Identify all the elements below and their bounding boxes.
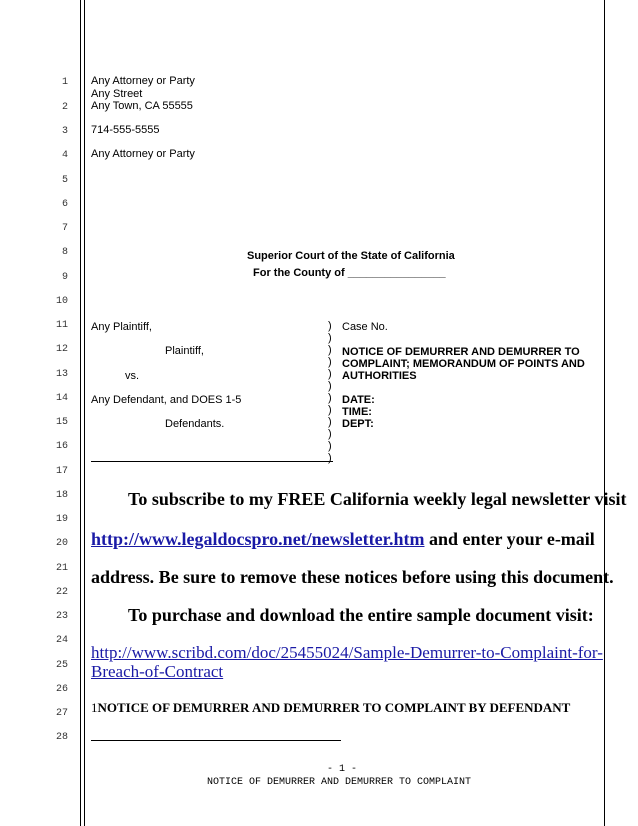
- court-county: For the County of ________________: [253, 267, 446, 279]
- scribd-link-line-1[interactable]: http://www.scribd.com/doc/25455024/Sample-Demurrer-to-Complaint-for-: [91, 643, 603, 662]
- notice-line-3: address. Be sure to remove these notices before using this document.: [91, 567, 614, 587]
- notice-line-2: [91, 529, 595, 550]
- caption-paren: ): [328, 332, 332, 344]
- versus: vs.: [125, 370, 140, 382]
- document-title-line-2: COMPLAINT; MEMORANDUM OF POINTS AND: [342, 358, 585, 370]
- document-title-line-3: AUTHORITIES: [342, 370, 417, 382]
- left-margin-rule-inner: [84, 0, 85, 826]
- caption-bottom-rule: [91, 461, 333, 462]
- notice-line-2-rest: and enter your e-mail: [424, 529, 595, 549]
- caption-paren: ): [328, 368, 332, 380]
- footer-title: NOTICE OF DEMURRER AND DEMURRER TO COMPLAINT: [207, 777, 472, 788]
- line-number: 24: [55, 635, 68, 646]
- caption-paren: ): [328, 380, 332, 392]
- line-number: 2: [61, 102, 68, 113]
- plaintiff-name: Any Plaintiff,: [91, 321, 152, 333]
- page-number: - 1 -: [327, 764, 358, 775]
- defendant-name: Any Defendant, and DOES 1-5: [91, 394, 242, 406]
- caption-paren: ): [328, 356, 332, 368]
- document-title-line-1: NOTICE OF DEMURRER AND DEMURRER TO: [342, 346, 580, 358]
- caption-paren: ): [328, 416, 332, 428]
- line-number: 16: [55, 441, 68, 452]
- plaintiff-role: Plaintiff,: [165, 345, 204, 357]
- line-number: 22: [55, 587, 68, 598]
- line-number: 14: [55, 393, 68, 404]
- attorney-city: Any Town, CA 55555: [91, 100, 193, 112]
- line-number: 23: [55, 611, 68, 622]
- line-number: 19: [55, 514, 68, 525]
- case-number-label: Case No.: [342, 321, 388, 333]
- caption-paren: ): [328, 428, 332, 440]
- line-number: 8: [61, 247, 68, 258]
- line-number: 7: [61, 223, 68, 234]
- attorney-phone: 714-555-5555: [91, 124, 160, 136]
- caption-paren: ): [328, 344, 332, 356]
- line-number: 20: [55, 538, 68, 549]
- left-margin-rule-outer: [80, 0, 81, 826]
- right-margin-rule: [604, 0, 605, 826]
- line-number: 3: [61, 126, 68, 137]
- caption-paren: ): [328, 320, 332, 332]
- line-number: 12: [55, 344, 68, 355]
- line-number: 21: [55, 563, 68, 574]
- line-number: 5: [61, 175, 68, 186]
- notice-line-4: To purchase and download the entire sample document visit:: [128, 605, 594, 625]
- notice-line-1: To subscribe to my FREE California weekly legal newsletter visit: [128, 489, 627, 509]
- court-title: Superior Court of the State of California: [247, 250, 455, 262]
- caption-paren: ): [328, 452, 332, 464]
- attorney-for: Any Attorney or Party: [91, 148, 195, 160]
- line-number: 26: [55, 684, 68, 695]
- caption-paren: ): [328, 440, 332, 452]
- scribd-link-line-2[interactable]: Breach-of-Contract: [91, 662, 224, 681]
- caption-paren: ): [328, 404, 332, 416]
- line-number: 10: [55, 296, 68, 307]
- heading-text: NOTICE OF DEMURRER AND DEMURRER TO COMPLAINT BY DEFENDANT: [97, 700, 571, 715]
- hearing-time-label: TIME:: [342, 406, 372, 418]
- attorney-street: Any Street: [91, 88, 143, 100]
- line-number: 27: [55, 708, 68, 719]
- heading-number: 1: [91, 700, 98, 715]
- line-number: 28: [55, 732, 68, 743]
- defendant-role: Defendants.: [165, 418, 225, 430]
- line-number: 4: [61, 150, 68, 161]
- line-number: 15: [55, 417, 68, 428]
- line-number: 18: [55, 490, 68, 501]
- hearing-dept-label: DEPT:: [342, 418, 374, 430]
- caption-paren: ): [328, 392, 332, 404]
- line-number: 13: [55, 369, 68, 380]
- line-number: 17: [55, 466, 68, 477]
- line-number: 1: [61, 77, 68, 88]
- hearing-date-label: DATE:: [342, 394, 375, 406]
- line-number: 6: [61, 199, 68, 210]
- section-heading: [91, 700, 570, 716]
- line-number: 11: [55, 320, 68, 331]
- footnote-rule: [91, 740, 341, 741]
- line-number: 9: [61, 272, 68, 283]
- line-number: 25: [55, 660, 68, 671]
- newsletter-link[interactable]: http://www.legaldocspro.net/newsletter.htm: [91, 529, 425, 549]
- attorney-name: Any Attorney or Party: [91, 75, 195, 87]
